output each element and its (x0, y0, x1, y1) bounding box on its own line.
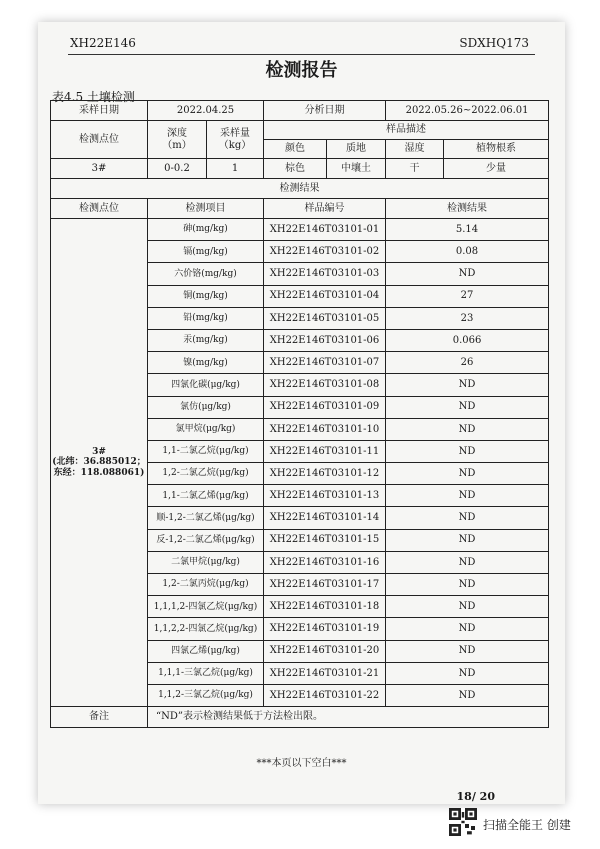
result-sample-no: XH22E146T03101-09 (264, 396, 386, 418)
col-sample-desc: 样品描述 (264, 121, 549, 140)
result-item: 汞(mg/kg) (148, 329, 264, 351)
result-value: ND (386, 551, 549, 573)
col-roots: 植物根系 (444, 140, 549, 159)
result-sample-no: XH22E146T03101-05 (264, 307, 386, 329)
result-item: 镉(mg/kg) (148, 241, 264, 263)
result-value: ND (386, 396, 549, 418)
sample-depth: 0-0.2 (148, 159, 207, 179)
result-value: ND (386, 574, 549, 596)
result-value: 0.08 (386, 241, 549, 263)
result-sample-no: XH22E146T03101-22 (264, 684, 386, 706)
result-sample-no: XH22E146T03101-17 (264, 574, 386, 596)
result-item: 1,2-二氯丙烷(μg/kg) (148, 574, 264, 596)
result-value: ND (386, 440, 549, 462)
result-sample-no: XH22E146T03101-08 (264, 374, 386, 396)
results-col-item: 检测项目 (148, 199, 264, 219)
result-sample-no: XH22E146T03101-21 (264, 662, 386, 684)
result-item: 1,1-二氯乙烷(μg/kg) (148, 440, 264, 462)
remark-text: “ND”表示检测结果低于方法检出限。 (148, 707, 549, 728)
result-item: 1,1,2-三氯乙烷(μg/kg) (148, 684, 264, 706)
col-texture: 质地 (327, 140, 386, 159)
soil-test-table (50, 100, 549, 728)
result-value: ND (386, 596, 549, 618)
result-value: 27 (386, 285, 549, 307)
col-color: 颜色 (264, 140, 327, 159)
sample-texture: 中壤土 (327, 159, 386, 179)
result-item: 四氯乙烯(μg/kg) (148, 640, 264, 662)
result-sample-no: XH22E146T03101-03 (264, 263, 386, 285)
result-value: 0.066 (386, 329, 549, 351)
report-code-right: SDXHQ173 (459, 36, 529, 50)
result-sample-no: XH22E146T03101-14 (264, 507, 386, 529)
result-sample-no: XH22E146T03101-18 (264, 596, 386, 618)
results-col-result: 检测结果 (386, 199, 549, 219)
sampling-date-label: 采样日期 (51, 101, 148, 121)
col-amount: 采样量 （kg） (207, 121, 264, 159)
sample-roots: 少量 (444, 159, 549, 179)
sample-color: 棕色 (264, 159, 327, 179)
remark-row (51, 707, 549, 728)
result-value: ND (386, 263, 549, 285)
result-sample-no: XH22E146T03101-01 (264, 219, 386, 241)
results-title-row (51, 179, 549, 199)
result-value: ND (386, 418, 549, 440)
point-name: 3# (92, 447, 106, 458)
result-sample-no: XH22E146T03101-06 (264, 329, 386, 351)
result-item: 1,2-二氯乙烷(μg/kg) (148, 463, 264, 485)
table-caption: 表4.5 土壤检测 (52, 90, 135, 104)
result-sample-no: XH22E146T03101-07 (264, 352, 386, 374)
report-page (38, 22, 565, 804)
result-value: 26 (386, 352, 549, 374)
col-depth: 深度 （m） (148, 121, 207, 159)
remark-label: 备注 (51, 707, 148, 728)
point-north: (北纬：36.885012； (52, 457, 146, 468)
result-sample-no: XH22E146T03101-12 (264, 463, 386, 485)
result-item: 铜(mg/kg) (148, 285, 264, 307)
sample-row (51, 159, 549, 179)
result-value: ND (386, 662, 549, 684)
result-value: ND (386, 463, 549, 485)
analysis-date-label: 分析日期 (264, 101, 386, 121)
sample-humidity: 干 (386, 159, 444, 179)
blank-below-note: ***本页以下空白*** (256, 758, 347, 769)
result-item: 镍(mg/kg) (148, 352, 264, 374)
results-title: 检测结果 (51, 179, 549, 199)
result-value: ND (386, 684, 549, 706)
page-number: 18/ 20 (456, 790, 495, 803)
result-sample-no: XH22E146T03101-20 (264, 640, 386, 662)
result-item: 四氯化碳(μg/kg) (148, 374, 264, 396)
result-item: 二氯甲烷(μg/kg) (148, 551, 264, 573)
scanner-watermark: 扫描全能王 创建 (483, 818, 571, 832)
result-sample-no: XH22E146T03101-02 (264, 241, 386, 263)
result-row (51, 219, 549, 241)
results-header-row (51, 199, 549, 219)
sample-point: 3# (51, 159, 148, 179)
report-code-left: XH22E146 (70, 36, 136, 50)
result-item: 氯甲烷(μg/kg) (148, 418, 264, 440)
qr-code-icon (449, 808, 477, 836)
result-item: 氯仿(μg/kg) (148, 396, 264, 418)
column-header-row (51, 121, 549, 140)
result-point-cell (51, 219, 148, 707)
result-item: 反-1,2-二氯乙烯(μg/kg) (148, 529, 264, 551)
result-item: 1,1-二氯乙烯(μg/kg) (148, 485, 264, 507)
result-value: ND (386, 374, 549, 396)
result-sample-no: XH22E146T03101-15 (264, 529, 386, 551)
result-sample-no: XH22E146T03101-10 (264, 418, 386, 440)
result-item: 砷(mg/kg) (148, 219, 264, 241)
header-rule (68, 54, 535, 55)
result-value: ND (386, 529, 549, 551)
result-sample-no: XH22E146T03101-19 (264, 618, 386, 640)
result-item: 铅(mg/kg) (148, 307, 264, 329)
result-item: 六价铬(mg/kg) (148, 263, 264, 285)
sampling-date-value: 2022.04.25 (148, 101, 264, 121)
result-value: ND (386, 485, 549, 507)
result-value: ND (386, 618, 549, 640)
result-value: 23 (386, 307, 549, 329)
result-value: 5.14 (386, 219, 549, 241)
result-sample-no: XH22E146T03101-13 (264, 485, 386, 507)
page-title: 检测报告 (265, 60, 338, 81)
result-value: ND (386, 640, 549, 662)
result-sample-no: XH22E146T03101-04 (264, 285, 386, 307)
point-east: 东经：118.088061) (53, 467, 145, 478)
results-col-sample-no: 样品编号 (264, 199, 386, 219)
result-item: 顺-1,2-二氯乙烯(μg/kg) (148, 507, 264, 529)
sample-amount: 1 (207, 159, 264, 179)
result-value: ND (386, 507, 549, 529)
result-item: 1,1,1,2-四氯乙烷(μg/kg) (148, 596, 264, 618)
result-sample-no: XH22E146T03101-16 (264, 551, 386, 573)
result-item: 1,1,1-三氯乙烷(μg/kg) (148, 662, 264, 684)
col-humidity: 湿度 (386, 140, 444, 159)
result-item: 1,1,2,2-四氯乙烷(μg/kg) (148, 618, 264, 640)
col-point: 检测点位 (51, 121, 148, 159)
results-col-point: 检测点位 (51, 199, 148, 219)
result-sample-no: XH22E146T03101-11 (264, 440, 386, 462)
analysis-date-value: 2022.05.26~2022.06.01 (386, 101, 549, 121)
sampling-date-row (51, 101, 549, 121)
